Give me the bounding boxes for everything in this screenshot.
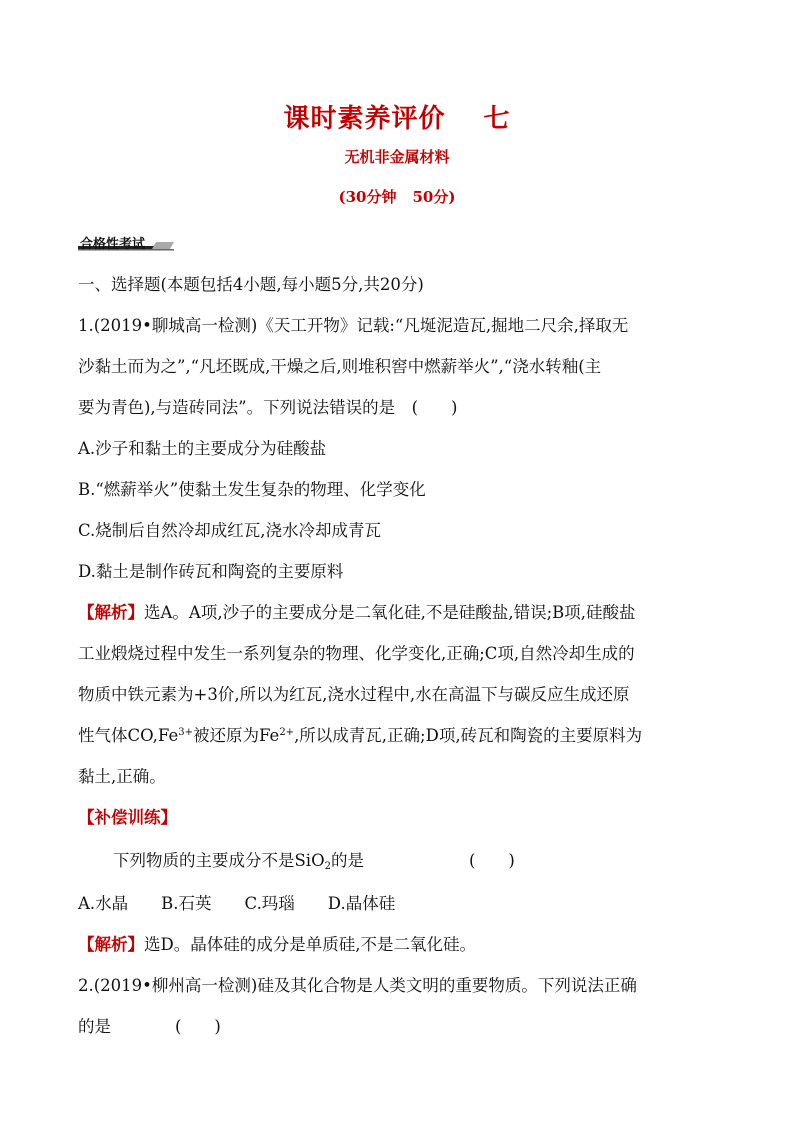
- title-main: 课时素养评价: [283, 104, 446, 134]
- section-tag-label: 合格性考试: [80, 237, 146, 252]
- analysis-label: 【解析】: [78, 603, 144, 622]
- analysis1-line-2: 工业煅烧过程中发生一系列复杂的物理、化学变化,正确;C项,自然冷却生成的: [78, 644, 635, 663]
- supplement-label: 【补偿训练】: [78, 808, 177, 827]
- q2-answer-paren: ( ): [175, 1017, 221, 1036]
- time-score: [0, 186, 794, 207]
- analysis1-text-4c: ,所以成青瓦,正确;D项,砖瓦和陶瓷的主要原料为: [294, 726, 643, 745]
- q1-option-b: B.“燃薪举火”使黏土发生复杂的物理、化学变化: [78, 480, 426, 499]
- fe2-charge: 2+: [279, 727, 295, 738]
- analysis1-text-4b: 被还原为Fe: [193, 726, 280, 745]
- sio2-subscript: 2: [324, 861, 331, 872]
- analysis2-line: [78, 935, 476, 955]
- analysis1-line-3: 物质中铁元素为+3价,所以为红瓦,浇水过程中,水在高温下与碳反应生成还原: [78, 685, 630, 704]
- q1-option-a: A.沙子和黏土的主要成分为硅酸盐: [78, 439, 327, 458]
- fe3-charge: 3+: [178, 727, 193, 738]
- q1-line-3: 要为青色),与造砖同法”。下列说法错误的是 ( ): [78, 398, 458, 417]
- page-subtitle: 无机非金属材料: [344, 148, 450, 166]
- supplement-question: [113, 851, 364, 871]
- supplement-question-text: 下列物质的主要成分不是SiO: [113, 851, 325, 870]
- q2-line-1: 2.(2019•柳州高一检测)硅及其化合物是人类文明的重要物质。下列说法正确: [78, 976, 637, 995]
- q1-line-1: 1.(2019•聊城高一检测)《天工开物》记载:“凡埏泥造瓦,掘地二尺余,择取无: [78, 316, 629, 335]
- q1-option-d: D.黏土是制作砖瓦和陶瓷的主要原料: [78, 562, 344, 581]
- q1-option-c: C.烧制后自然冷却成红瓦,浇水冷却成青瓦: [78, 521, 382, 540]
- supplement-answer-paren: ( ): [469, 851, 515, 870]
- time-duration: (30分钟: [338, 188, 397, 206]
- supplement-question-tail: 的是: [330, 851, 364, 870]
- analysis1-text-4a: 性气体CO,Fe: [78, 726, 179, 745]
- analysis2-text: 选D。晶体硅的成分是单质硅,不是二氧化硅。: [144, 935, 476, 954]
- analysis1-line-5: 黏土,正确。: [78, 767, 166, 786]
- analysis-label: 【解析】: [78, 935, 144, 954]
- title-number: 七: [483, 104, 511, 134]
- q1-line-2: 沙黏土而为之”,“凡坯既成,干燥之后,则堆积窖中燃薪举火”,“浇水转釉(主: [78, 357, 602, 376]
- q2-line-2: 的是: [78, 1017, 111, 1036]
- analysis1-text-1: 选A。A项,沙子的主要成分是二氧化硅,不是硅酸盐,错误;B项,硅酸盐: [144, 603, 636, 622]
- analysis1-line-1: [78, 603, 636, 623]
- part1-heading: 一、选择题(本题包括4小题,每小题5分,共20分): [78, 275, 424, 294]
- analysis1-line-4: [78, 726, 642, 746]
- page-title: [0, 98, 794, 135]
- supplement-options: A.水晶 B.石英 C.玛瑙 D.晶体硅: [78, 894, 396, 913]
- section-tag: [78, 232, 174, 252]
- score-total: 50分): [412, 188, 456, 206]
